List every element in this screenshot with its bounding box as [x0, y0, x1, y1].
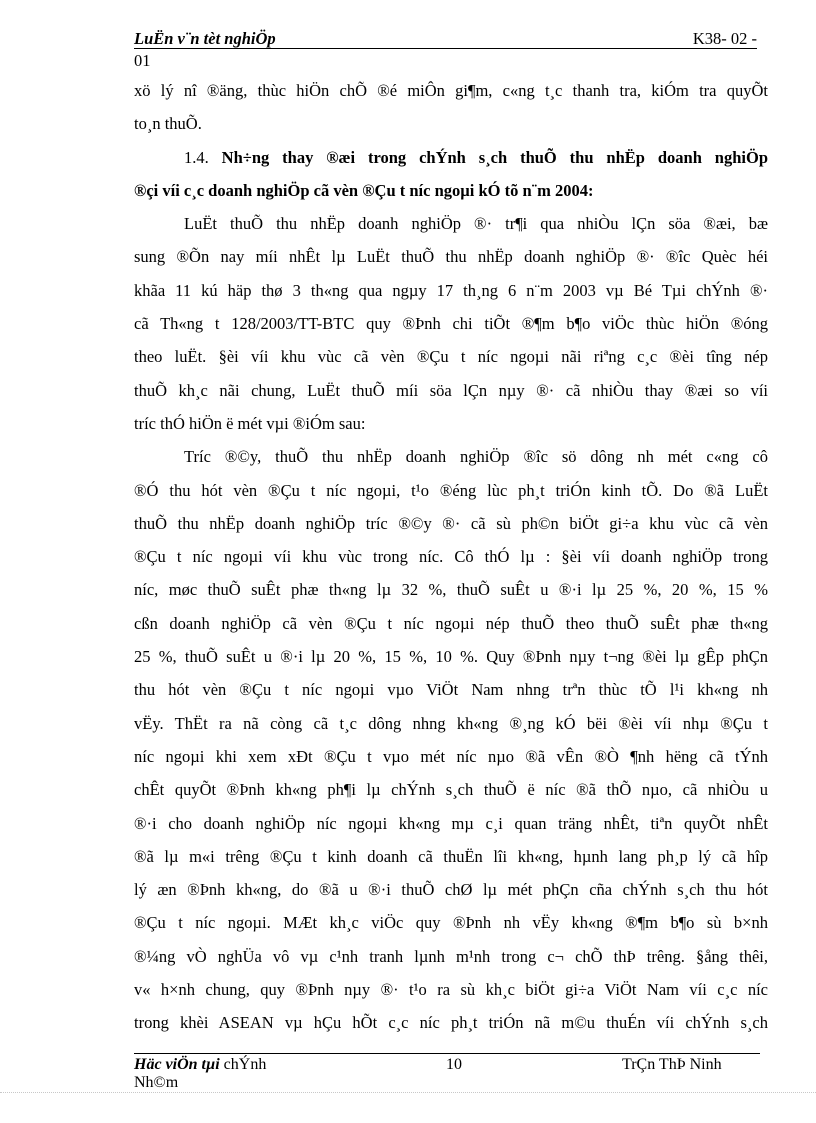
page-number: 10	[446, 1056, 462, 1073]
text-line: ®Çu t níc ngoµi. MÆt kh¸c viÖc quy ®Þnh nh vËy kh«ng ®¶m b¶o sù b×nh	[134, 913, 768, 933]
paragraph-continuation	[134, 74, 768, 141]
text-line: v« h×nh chung, quy ®Þnh nµy ®· t¹o ra sù kh¸c biÖt gi÷a ViÖt Nam víi c¸c níc	[134, 980, 768, 1000]
text-line: lý æn ®Þnh kh«ng, do ®ã u ®·i thuÕ chØ lµ mét phÇn cña chÝnh s¸ch thu hót	[134, 880, 768, 900]
thesis-title: LuËn v¨n tèt nghiÖp	[134, 29, 276, 48]
text-line: níc ngoµi khi xem xÐt ®Çu t vµo mét níc nµo ®ã vÊn ®Ò ¶nh hëng cã tÝnh	[134, 746, 768, 766]
text-line: ®Çu t níc ngoµi víi khu vùc trong níc. Cô thÓ lµ : §èi víi doanh nghiÖp trong	[134, 547, 768, 567]
footer-institution	[134, 1056, 304, 1092]
text-line: ®Ó thu hót vèn ®Çu t níc ngoµi, t¹o ®éng lùc ph¸t triÓn kinh tÕ. Do ®ã LuËt	[134, 480, 768, 500]
text-line: cßn doanh nghiÖp cã vèn ®Çu t níc ngoµi nép thuÕ theo thuÕ suÊt phæ th«ng	[134, 613, 768, 633]
class-code-continuation: 01	[134, 51, 151, 70]
text-line: vËy. ThËt ra nã còng cã t¸c dông nhng kh«ng ®¸ng kÓ bëi ®èi víi nhµ ®Çu t	[134, 713, 768, 733]
institution-name-cont: Nh©m	[134, 1074, 179, 1091]
heading-text: Nh÷ng thay ®æi trong chÝnh s¸ch thuÕ thu nhËp doanh nghiÖp	[221, 147, 769, 167]
class-code: K38- 02 -	[692, 29, 757, 48]
text-line: xö lý nî ®äng, thùc hiÖn chÕ ®é miÔn gi¶m, c«ng t¸c thanh tra, kiÓm tra quyÕt	[134, 81, 768, 100]
text-line: thu hót vèn ®Çu t níc ngoµi vµo ViÖt Nam nhng trªn thùc tÕ l¹i kh«ng nh	[134, 680, 768, 700]
text-line: ®ã lµ m«i trêng ®Çu t kinh doanh cã thuËn lîi kh«ng, hµnh lang ph¸p lý cã hîp	[134, 846, 768, 866]
text-line: ®·i cho doanh nghiÖp níc ngoµi kh«ng mµ c¸i quan träng nhÊt, tiªn quyÕt nhÊt	[134, 813, 768, 833]
text-line: to¸n thuÕ.	[134, 114, 202, 134]
paragraph-law-amendment	[134, 207, 768, 440]
text-line: tríc thÓ hiÖn ë mét vµi ®iÓm sau:	[134, 413, 366, 433]
section-heading	[134, 141, 768, 208]
text-line: LuËt thuÕ thu nhËp doanh nghiÖp ®· tr¶i qua nhiÒu lÇn söa ®æi, bæ	[184, 214, 768, 234]
institution-name: Häc viÖn tµi	[134, 1056, 220, 1073]
text-line: ®¼ng vÒ nghÜa vô vµ c¹nh tranh lµnh m¹nh trong c¬ chÕ thÞ trêng. §ång thêi,	[134, 946, 768, 966]
text-line: Tríc ®©y, thuÕ thu nhËp doanh nghiÖp ®îc sö dông nh mét c«ng cô	[184, 447, 768, 467]
footer-rule	[134, 1053, 760, 1054]
heading-line	[134, 141, 768, 174]
text-line: khãa 11 kú häp thø 3 th«ng qua ngµy 17 th¸ng 6 n¨m 2003 vµ Bé Tµi chÝnh ®·	[134, 280, 768, 300]
text-line: sung ®Õn nay míi nhÊt lµ LuËt thuÕ thu nhËp doanh nghiÖp ®· ®îc Quèc héi	[134, 247, 768, 267]
text-line: níc, møc thuÕ suÊt phæ th«ng lµ 32 %, thuÕ suÊt u ®·i lµ 25 %, 20 %, 15 %	[134, 580, 768, 600]
institution-name-rest: chÝnh	[219, 1056, 267, 1073]
page-edge-divider	[0, 1092, 816, 1093]
paragraph-previous-policy	[134, 440, 768, 1039]
author-name: TrÇn ThÞ Ninh	[622, 1056, 722, 1073]
text-line: trong khèi ASEAN vµ hÇu hÕt c¸c níc ph¸t triÓn nã m©u thuÉn víi chÝnh s¸ch	[134, 1013, 768, 1033]
text-line: theo luËt. §èi víi khu vùc cã vèn ®Çu t níc ngoµi nãi riªng c¸c ®èi tîng nép	[134, 347, 768, 367]
text-line: thuÕ kh¸c nãi chung, LuËt thuÕ míi söa lÇn nµy ®· cã nhiÒu thay ®æi so víi	[134, 380, 768, 400]
text-line: 25 %, thuÕ suÊt u ®·i lµ 20 %, 15 %, 10 %. Quy ®Þnh nµy t¬ng ®èi lµ gÊp phÇn	[134, 647, 768, 667]
text-line: cã Th«ng t 128/2003/TT-BTC quy ®Þnh chi tiÕt ®¶m b¶o viÖc thùc hiÖn ®óng	[134, 314, 768, 334]
text-line: thuÕ thu nhËp doanh nghiÖp tríc ®©y ®· cã sù ph©n biÖt gi÷a khu vùc cã vèn	[134, 513, 768, 533]
header-rule	[134, 48, 757, 49]
heading-line: ®çi víi c¸c doanh nghiÖp cã vèn ®Çu t níc ngoµi kÓ tõ n¨m 2004:	[134, 180, 594, 200]
page-header	[134, 26, 757, 48]
document-body	[134, 74, 768, 1040]
section-number: 1.4.	[184, 147, 209, 167]
text-line: chÊt quyÕt ®Þnh kh«ng ph¶i lµ chÝnh s¸ch thuÕ ë níc ®ã thÕ nµo, cã nhiÒu u	[134, 780, 768, 800]
